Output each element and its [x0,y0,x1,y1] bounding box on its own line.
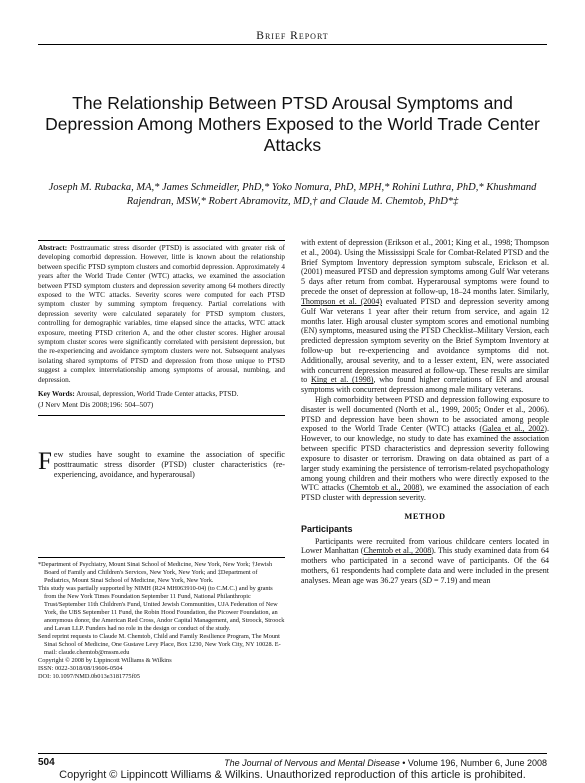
left-column [38,240,285,480]
footnote-reprints: Send reprint requests to Claude M. Chemtob, Child and Family Resilience Program, The Mount Sinai School of Medicine, One Gustave Levy Place, Box 1230, New York City, NY 10028. E-mail: claude.chemtob@mssm.edu [38,633,281,656]
reference-link[interactable]: Chemtob et al., 2008 [363,546,432,556]
body-text: with extent of depression (Erikson et al., 2001; King et al., 1998; Thompson et al., 2004). Using the Mississippi Scale for Combat-Related PTSD and the Brief Symptom Inventory depression symptom subscale, Erickson et al. (2001) measured PTSD and depression symptoms among Gulf War veterans 5 days after return from combat. Hyperarousal symptoms were found to precede the onset of depression at follow-up, 18–24 months later. Similarly, [301,238,549,297]
footnote-funding: This study was partially supported by NIMH (R24 MH063910-04) (to C.M.C.) and by grants from the New York Times Foundation September 11 Fund, National Philanthropic Trust/September 11th Children's Fund, United Jewish Communities, UJA Federation of New York, the UBS September 11 Fund, the Robin Hood Foundation, the Picower Foundation, an anonymous donor, the American Red Cross, Andor Capital Management, and, Stroock, Stroock and Lavan LLP. Funders had no role in the design or conduct of the study. [38,585,285,632]
footnote-doi: DOI: 10.1097/NMD.0b013e3181775f05 [38,673,140,680]
body-text: , who found higher correlations of EN and arousal symptoms with concurrent depression among male military veterans. [301,375,549,395]
header-rule [38,44,547,45]
right-column [301,238,549,586]
body-text: ). This study examined data from 64 mothers who participated in a second wave of participants. Of the 64 mothers, 61 respondents had complete data and were included in the present analyses. Mean age was 36.27 years ( [301,546,549,585]
footer-rule [38,753,547,754]
participants-heading: Participants [301,523,353,534]
body-text: ), we examined the association of each PTSD cluster with depression severity. [301,483,550,503]
reference-link[interactable]: Chemtob et al., 2008 [349,483,420,493]
reference-link[interactable]: Thompson et al. (2004) [301,296,383,306]
intro-text: ew studies have sought to examine the association of specific posttraumatic stress disorder (PTSD) cluster characteristics (re-experiencing, avoidance, and hyperarousal) [53,449,285,479]
body-text: = 7.19) and mean [431,575,491,585]
body-text: ). However, to our knowledge, no study to date has examined the association between specific PTSD characteristics and depression severity following exposure to disaster or terrorism. Drawing on data obtained as part of a larger study examining the persistence of terrorism-related psychopathology among young children and their mothers who were directly exposed to the WTC attacks ( [301,424,549,493]
body-paragraph [301,537,549,586]
reference-link[interactable]: King et al. (1998) [311,375,374,385]
copyright-banner: Copyright © Lippincott Williams & Wilkins. Unauthorized reproduction of this article is prohibited. [59,769,526,781]
sd-symbol: SD [422,575,432,585]
reference-link[interactable]: Galea et al., 2002 [482,424,545,434]
author-list: Joseph M. Rubacka, MA,* James Schmeidler, PhD,* Yoko Nomura, PhD, MPH,* Rohini Luthra, PhD,* Khushmand Rajendran, MSW,* Robert Abramovitz, MD,† and Claude M. Chemtob, PhD*‡ [48,182,537,207]
footnotes [38,557,285,681]
page-number: 504 [38,757,55,768]
section-label: Brief Report [256,30,329,42]
journal-issue: • Volume 196, Number 6, June 2008 [399,758,547,768]
method-heading: METHOD [404,511,446,521]
abstract-paragraph [38,244,285,385]
footnote-issn: ISSN: 0022-3018/08/19606-0504 [38,665,123,672]
body-text: High comorbidity between PTSD and depression following exposure to disaster is well documented (North et al., 1999, 2005; Onder et al., 2006). PTSD and depression have been shown to be associated among people exposed to the World Trade Center (WTC) attacks ( [301,395,549,434]
keywords-paragraph [38,390,285,399]
intro-paragraph [38,447,285,480]
keywords-label: Key Words: [38,390,75,399]
abstract-label: Abstract: [38,244,68,252]
keywords-text: Arousal, depression, World Trade Center attacks, PTSD. [76,390,239,399]
drop-cap: F [38,447,52,475]
journal-name: The Journal of Nervous and Mental Disease [224,758,400,768]
footnote-affiliations: *Department of Psychiatry, Mount Sinai School of Medicine, New York, New York; †Jewish Board of Family and Children's Services, New York, New York; and ‡Department of Pediatrics, Mount Sinai School of Medicine, New York, New York. [38,561,273,584]
body-text: evaluated PTSD and depression severity among Gulf War veterans 1 year after their return from service, and again 12 months later. High arousal cluster symptom scores and emotional numbing (EN) symptoms, measured using the PTSD Checklist–Military Version, each predicted depression symptom severity on the Brief Symptom Inventory at follow-up but re-experiencing and avoidance symptoms did not. Additionally, arousal severity, and to a lesser extent, EN, were associated with concurrent depression measured at follow-up. These results are similar to [301,296,549,385]
body-paragraph [301,238,549,395]
abstract-box [38,240,285,416]
footnote-copyright: Copyright © 2008 by Lippincott Williams & Wilkins [38,657,172,664]
article-title: The Relationship Between PTSD Arousal Symptoms and Depression Among Mothers Exposed to the World Trade Center Attacks [45,93,540,155]
journal-citation: (J Nerv Ment Dis 2008;196: 504–507) [38,399,154,409]
body-text: Participants were recruited from various childcare centers located in Lower Manhattan ( [301,536,549,556]
body-paragraph [301,395,549,503]
journal-footer [224,758,547,768]
abstract-text: Posttraumatic stress disorder (PTSD) is associated with greater risk of developing comorbid depression. However, little is known about the relationship between specific PTSD symptom clusters and comorbid depression. Approximately 4 years after the World Trade Center (WTC) attacks, we examined the association between PTSD symptom clusters and depression severity among 64 mothers directly exposed to the WTC attacks. Severity scores were computed for each PTSD symptom cluster by summing symptom frequency. Partial correlations with depression severity were calculated separately for PTSD symptom clusters, controlling for demographic variables, time elapsed since the attacks, WTC attack exposure, meeting PTSD criterion A, and the other cluster scores. Higher arousal symptom cluster scores were significantly correlated with persistent depression, but the re-experiencing and avoidance symptom clusters were not. Subsequent analyses isolating shared symptoms of PTSD and depression from those unique to PTSD suggest a complex interrelationship among symptoms of arousal, numbing, and depression. [38,244,285,384]
